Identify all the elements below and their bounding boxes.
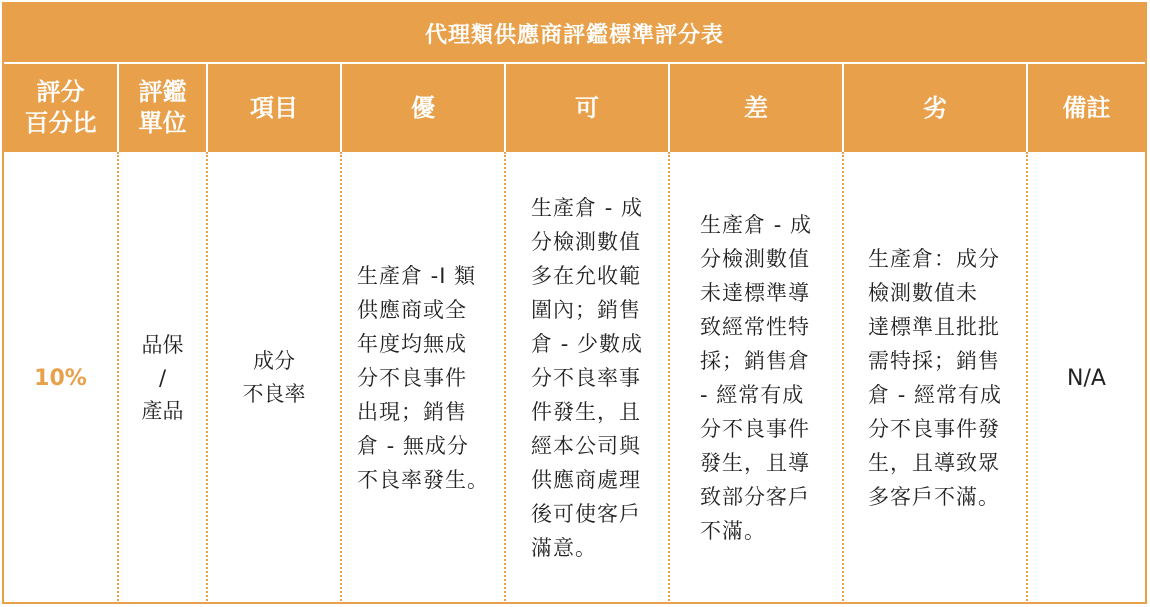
cell-item — [208, 152, 342, 604]
cell-note — [1028, 152, 1145, 604]
header-excellent: 優 — [342, 64, 506, 152]
bad-line: 檢測數值未 — [868, 281, 979, 305]
header-unit-line1: 評鑑 — [138, 78, 187, 106]
poor-line: 分不良事件 — [700, 417, 811, 441]
poor-line: 發生，且導 — [700, 451, 811, 475]
poor-line: 分檢測數值 — [700, 247, 811, 271]
note-value: N/A — [1067, 365, 1106, 391]
poor-line: 未達標準導 — [700, 281, 811, 305]
header-note: 備註 — [1028, 64, 1145, 152]
excellent-line: 生產倉 -I 類 — [357, 264, 477, 288]
poor-line: 生產倉 - 成 — [700, 213, 812, 237]
poor-line: - 經常有成 — [700, 383, 805, 407]
cell-poor — [670, 152, 844, 604]
excellent-line: 年度均無成 — [357, 332, 467, 356]
bad-line: 需特採；銷售 — [868, 349, 1001, 373]
excellent-line: 不良率發生。 — [357, 468, 489, 492]
header-unit-line2: 單位 — [138, 109, 187, 137]
bad-line: 倉 - 經常有成 — [868, 383, 1002, 407]
excellent-line: 出現；銷售 — [357, 400, 467, 424]
header-item: 項目 — [208, 64, 342, 152]
bad-line: 生，且導致眾 — [868, 451, 1001, 475]
unit-line: / — [158, 365, 167, 390]
bad-line: 分不良事件發 — [868, 417, 1001, 441]
header-bad: 劣 — [844, 64, 1028, 152]
excellent-line: 分不良事件 — [357, 366, 467, 390]
header-score-line2: 百分比 — [24, 109, 97, 137]
bad-line: 生產倉：成分 — [868, 247, 1001, 271]
acceptable-line: 多在允收範 — [531, 264, 642, 288]
cell-excellent — [342, 152, 506, 604]
item-line: 成分 — [253, 349, 295, 373]
header-acceptable: 可 — [506, 64, 670, 152]
acceptable-line: 圍內；銷售 — [531, 298, 642, 322]
poor-line: 不滿。 — [700, 519, 767, 543]
acceptable-line: 分檢測數值 — [531, 230, 642, 254]
excellent-line: 倉 - 無成分 — [357, 434, 469, 458]
header-evaluation-unit — [119, 64, 208, 152]
acceptable-line: 分不良率事 — [531, 366, 642, 390]
table-title: 代理類供應商評鑑標準評分表 — [4, 4, 1145, 62]
header-score-line1: 評分 — [36, 78, 85, 106]
acceptable-line: 經本公司與 — [531, 434, 642, 458]
item-line: 不良率 — [242, 382, 306, 406]
excellent-line: 供應商或全 — [357, 298, 467, 322]
unit-line: 產品 — [141, 398, 184, 423]
acceptable-line: 件發生，且 — [531, 400, 642, 424]
poor-line: 致部分客戶 — [700, 485, 811, 509]
evaluation-table — [2, 2, 1147, 604]
header-poor: 差 — [670, 64, 844, 152]
cell-acceptable — [506, 152, 670, 604]
cell-percentage — [4, 152, 119, 604]
poor-line: 致經常性特 — [700, 315, 811, 339]
acceptable-line: 生產倉 - 成 — [531, 196, 643, 220]
cell-bad — [844, 152, 1028, 604]
cell-unit — [119, 152, 208, 604]
acceptable-line: 後可使客戶 — [531, 502, 642, 526]
acceptable-line: 倉 - 少數成 — [531, 332, 643, 356]
bad-line: 達標準且批批 — [868, 315, 1001, 339]
percentage-value: 10% — [34, 365, 87, 391]
acceptable-line: 滿意。 — [531, 536, 598, 560]
header-score-percentage — [4, 64, 119, 152]
bad-line: 多客戶不滿。 — [868, 485, 1001, 509]
poor-line: 採；銷售倉 — [700, 349, 811, 373]
acceptable-line: 供應商處理 — [531, 468, 642, 492]
unit-line: 品保 — [141, 332, 184, 357]
